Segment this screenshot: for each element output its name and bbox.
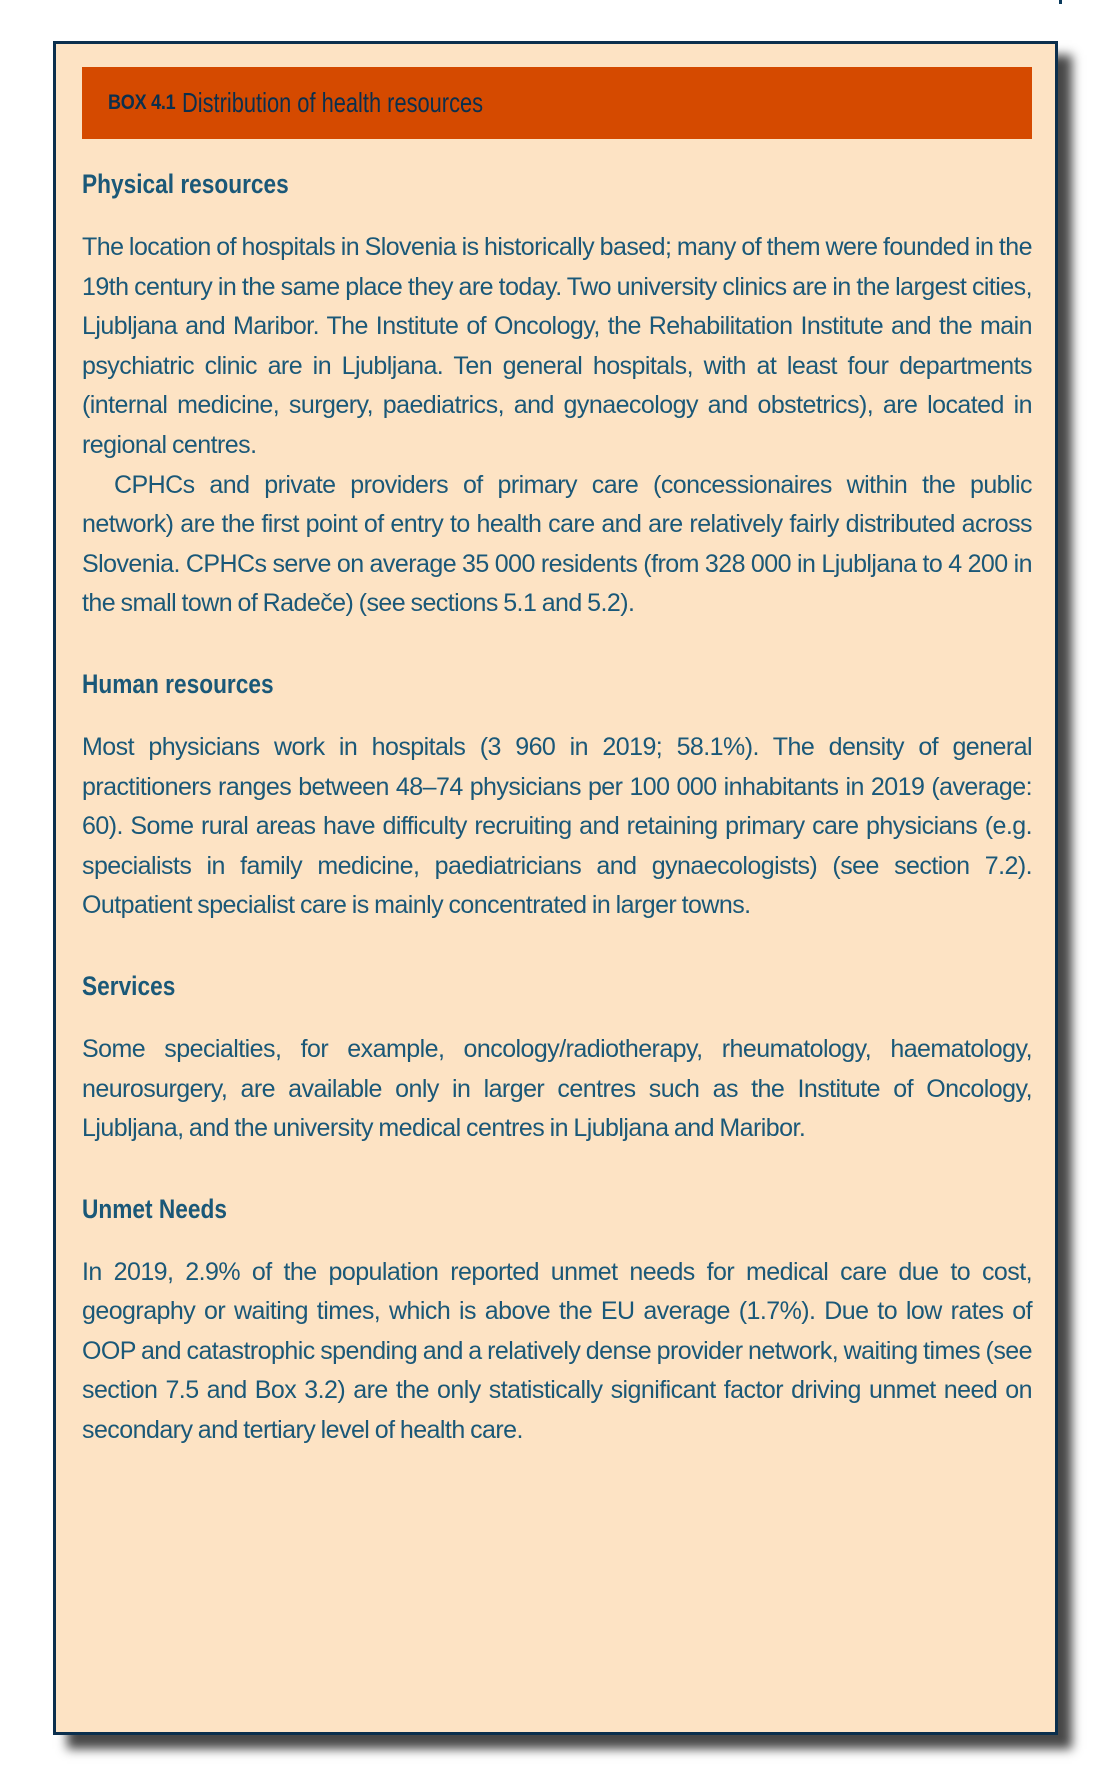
paragraph: Most physicians work in hospitals (3 960 in 2019; 58.1%). The density of general practitioners ranges between 48–74 physicians per 100 000 inhabitants in 2019 (average: 60). Some rural areas have difficulty recruiting and retaining primary care physicians (e.g. specialists in family medicine, paediatricians and gynaecologists) (see section 7.2). Outpatient specialist care is mainly concentrated in larger towns. (82, 732, 1032, 920)
box-number: BOX 4.1 (108, 91, 176, 114)
box-content (82, 164, 1032, 1451)
box-title: Distribution of health resources (182, 87, 484, 118)
paragraph: The location of hospitals in Slovenia is historically based; many of them were founded in the 19th century in the same place they are today. Two university clinics are in the largest cities, Ljubljana and Maribor. The Institute of Oncology, the Rehabilitation Institute and the main psychiatric clinic are in Ljubljana. Ten general hospitals, with at least four departments (internal medicine, surgery, paediatrics, and gynaecology and obstetrics), are located in regional centres. (82, 233, 1032, 459)
section-physical-resources (82, 164, 1032, 624)
section-heading: Human resources (82, 668, 274, 699)
section-heading: Unmet Needs (82, 1193, 227, 1224)
section-heading: Physical resources (82, 169, 289, 199)
paragraph: CPHCs and private providers of primary care (concessionaires within the public network) are the first point of entry to health care and are relatively fairly distributed across Slovenia. CPHCs serve on average 35 000 residents (from 328 000 in Ljubljana to 4 200 in the small town of Radeče) (see sections 5.1 and 5.2). (82, 470, 1032, 618)
box-header (82, 67, 1032, 139)
section-services (82, 966, 1032, 1149)
section-heading: Services (82, 970, 176, 1001)
info-box (53, 41, 1058, 1735)
section-unmet-needs (82, 1189, 1032, 1451)
paragraph: In 2019, 2.9% of the population reported unmet needs for medical care due to cost, geography or waiting times, which is above the EU average (1.7%). Due to low rates of OOP and catastrophic spending and a relatively dense provider network, waiting times (see section 7.5 and Box 3.2) are the only statistically significant factor driving unmet need on secondary and tertiary level of health care. (82, 1257, 1032, 1445)
page-edge-mark (1059, 0, 1062, 4)
paragraph: Some specialties, for example, oncology/radiotherapy, rheumatology, haematology, neurosurgery, are available only in larger centres such as the Institute of Oncology, Ljubljana, and the university medical centres in Ljubljana and Maribor. (82, 1034, 1032, 1143)
section-human-resources (82, 664, 1032, 926)
